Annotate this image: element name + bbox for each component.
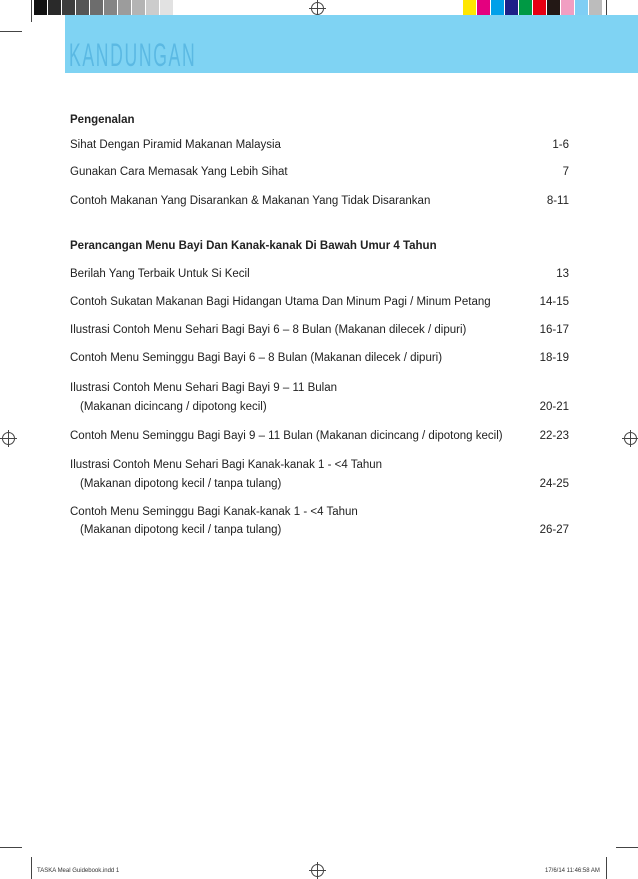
color-swatch bbox=[519, 0, 533, 15]
toc-entry-title: (Makanan dipotong kecil / tanpa tulang) bbox=[80, 478, 282, 490]
toc-entry-page: 14-15 bbox=[539, 296, 569, 308]
color-swatch bbox=[491, 0, 505, 15]
crop-mark bbox=[0, 31, 22, 32]
registration-mark-icon bbox=[311, 2, 324, 15]
toc-entry-page: 8-11 bbox=[546, 195, 569, 207]
color-swatch bbox=[575, 0, 589, 15]
color-swatch bbox=[104, 0, 118, 15]
toc-entry-page: 16-17 bbox=[539, 324, 569, 336]
toc-entry-page: 18-19 bbox=[539, 352, 569, 364]
toc-entry-title: (Makanan dicincang / dipotong kecil) bbox=[80, 401, 267, 413]
color-swatch bbox=[146, 0, 160, 15]
crop-mark bbox=[606, 857, 607, 879]
toc-entry-page: 20-21 bbox=[539, 401, 569, 413]
color-swatch bbox=[561, 0, 575, 15]
crop-mark bbox=[616, 847, 638, 848]
toc-entry-title: Contoh Menu Seminggu Bagi Bayi 9 – 11 Bulan (Makanan dicincang / dipotong kecil) bbox=[70, 430, 503, 442]
registration-mark-icon bbox=[2, 432, 15, 445]
toc-entry-title: Contoh Menu Seminggu Bagi Kanak-kanak 1 - <4 Tahun bbox=[70, 506, 358, 518]
color-swatch bbox=[477, 0, 491, 15]
color-swatch bbox=[118, 0, 132, 15]
color-swatch bbox=[547, 0, 561, 15]
toc-entry-page: 24-25 bbox=[539, 478, 569, 490]
section-heading: Pengenalan bbox=[70, 114, 135, 126]
crop-mark bbox=[0, 847, 22, 848]
crop-mark bbox=[31, 857, 32, 879]
toc-entry-title: Berilah Yang Terbaik Untuk Si Kecil bbox=[70, 268, 250, 280]
toc-entry-page: 22-23 bbox=[539, 430, 569, 442]
toc-entry-page: 7 bbox=[562, 166, 569, 178]
footer-timestamp: 17/6/14 11:46:58 AM bbox=[545, 868, 600, 874]
color-swatch bbox=[76, 0, 90, 15]
color-swatch bbox=[48, 0, 62, 15]
registration-mark-icon bbox=[311, 864, 324, 877]
color-swatch bbox=[589, 0, 603, 15]
color-swatch bbox=[62, 0, 76, 15]
section-heading: Perancangan Menu Bayi Dan Kanak-kanak Di Bawah Umur 4 Tahun bbox=[70, 240, 437, 252]
registration-mark-icon bbox=[624, 432, 637, 445]
toc-entry-page: 26-27 bbox=[539, 524, 569, 536]
toc-entry-title: Ilustrasi Contoh Menu Sehari Bagi Kanak-kanak 1 - <4 Tahun bbox=[70, 459, 383, 471]
toc-entry-title: Gunakan Cara Memasak Yang Lebih Sihat bbox=[70, 166, 288, 178]
color-swatch bbox=[160, 0, 174, 15]
color-swatch bbox=[533, 0, 547, 15]
toc-entry-title: Sihat Dengan Piramid Makanan Malaysia bbox=[70, 139, 281, 151]
footer-filename: TASKA Meal Guidebook.indd 1 bbox=[37, 868, 120, 874]
toc-entry-title: Ilustrasi Contoh Menu Sehari Bagi Bayi 6 – 8 Bulan (Makanan dilecek / dipuri) bbox=[70, 324, 467, 336]
toc-entry-title: Contoh Menu Seminggu Bagi Bayi 6 – 8 Bulan (Makanan dilecek / dipuri) bbox=[70, 352, 443, 364]
page-title: KANDUNGAN bbox=[69, 37, 197, 73]
toc-entry-title: Contoh Makanan Yang Disarankan & Makanan Yang Tidak Disarankan bbox=[70, 195, 431, 207]
toc-entry-title: (Makanan dipotong kecil / tanpa tulang) bbox=[80, 524, 282, 536]
color-swatch bbox=[463, 0, 477, 15]
toc-entry-title: Ilustrasi Contoh Menu Sehari Bagi Bayi 9 – 11 Bulan bbox=[70, 382, 337, 394]
toc-entry-page: 1-6 bbox=[552, 139, 569, 151]
color-swatch bbox=[505, 0, 519, 15]
color-swatch bbox=[132, 0, 146, 15]
toc-entry-page: 13 bbox=[556, 268, 569, 280]
toc-entry-title: Contoh Sukatan Makanan Bagi Hidangan Utama Dan Minum Pagi / Minum Petang bbox=[70, 296, 491, 308]
color-swatch bbox=[90, 0, 104, 15]
crop-mark bbox=[31, 0, 32, 22]
color-swatch bbox=[34, 0, 48, 15]
